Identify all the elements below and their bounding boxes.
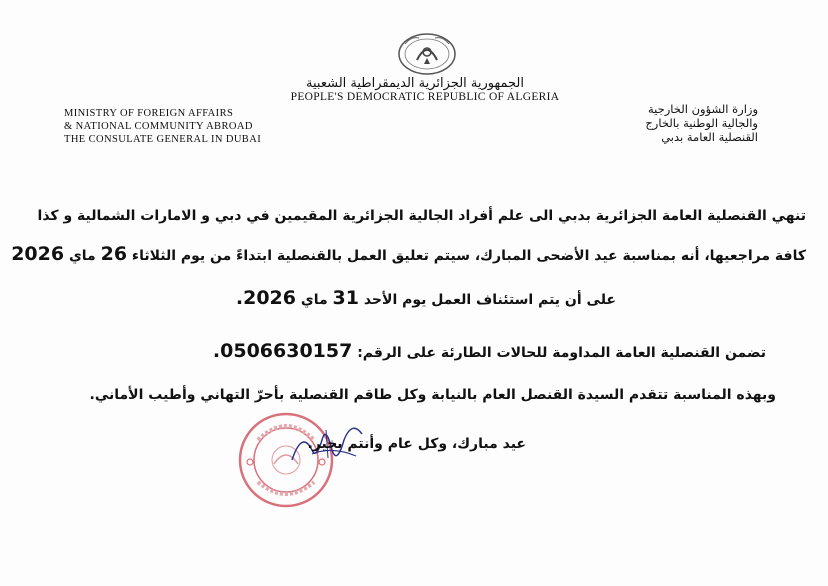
body-line: وبهذه المناسبة تتقدم السيدة القنصل العام بالنيابة وكل طاقم القنصلية بأحرّ التهاني وأطيب الأماني. (89, 387, 776, 403)
body-line (11, 243, 806, 265)
body-line: عيد مبارك، وكل عام وأنتم بخير. (307, 436, 526, 452)
algeria-emblem-icon (391, 30, 463, 78)
body-line (213, 340, 766, 362)
date-year: 2026. (235, 287, 296, 309)
date-month: ماي (300, 292, 328, 308)
republic-name-english: PEOPLE'S DEMOCRATIC REPUBLIC OF ALGERIA (290, 91, 560, 103)
date-day: 26 (100, 243, 128, 265)
ministry-line: القنصلية العامة بدبي (661, 130, 758, 144)
ministry-line: THE CONSULATE GENERAL IN DUBAI (64, 134, 262, 145)
ministry-line: & NATIONAL COMMUNITY ABROAD (64, 121, 253, 132)
date-month: ماي (68, 248, 96, 264)
body-line (236, 287, 616, 309)
republic-name-arabic: الجمهورية الجزائرية الديمقراطية الشعبية (306, 76, 524, 91)
ministry-arabic-block (588, 102, 758, 144)
ministry-line: MINISTRY OF FOREIGN AFFAIRS (64, 108, 234, 119)
date-day: 31 (332, 287, 359, 309)
body-text: تضمن القنصلية العامة المداومة للحالات الطارئة على الرقم: (357, 345, 766, 361)
ministry-line: وزارة الشؤون الخارجية (647, 102, 758, 116)
emergency-phone: 0506630157. (212, 340, 353, 362)
date-year: 2026 (11, 243, 65, 265)
body-text: كافة مراجعيها، أنه بمناسبة عيد الأضحى المبارك، سيتم تعليق العمل بالقنصلية ابتداءً من يوم الثلاثاء (131, 248, 806, 264)
ministry-line: والجالية الوطنية بالخارج (645, 116, 758, 130)
ministry-english-block (64, 107, 304, 146)
body-line: تنهي القنصلية العامة الجزائرية بدبي الى علم أفراد الجالية الجزائرية المقيمين في دبي و الامارات الشمالية و كذا (37, 208, 806, 224)
body-text: على أن يتم استئناف العمل يوم الأحد (363, 292, 616, 308)
